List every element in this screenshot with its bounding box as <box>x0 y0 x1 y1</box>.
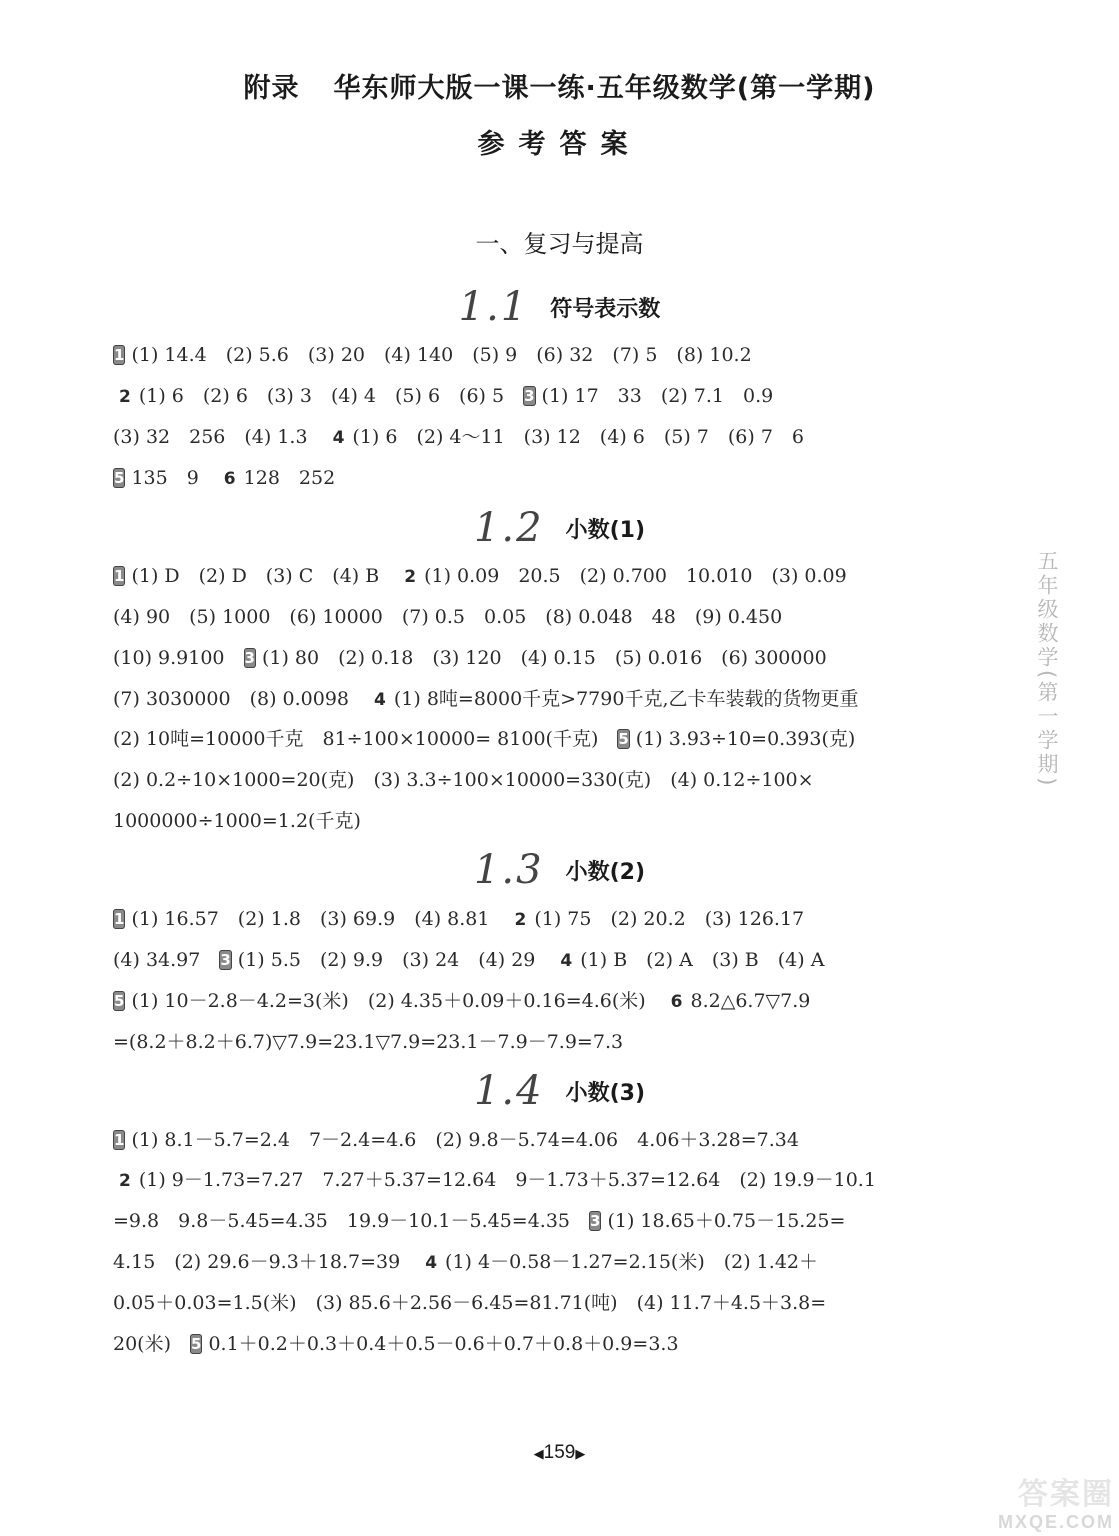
section-heading-1-4 <box>0 1068 1119 1114</box>
answer-line: 2 (1) 6 (2) 6 (3) 3 (4) 4 (5) 6 (6) 5 3 (1) 17 33 (2) 7.1 0.9 <box>119 385 774 407</box>
answer-line: 1 (1) 16.57 (2) 1.8 (3) 69.9 (4) 8.81 2 (1) 75 (2) 20.2 (3) 126.17 <box>114 908 805 930</box>
section-heading-1-2 <box>0 505 1119 551</box>
boxed-number-marker: 1 <box>114 910 125 928</box>
answer-line: 1 (1) 14.4 (2) 5.6 (3) 20 (4) 140 (5) 9 (6) 32 (7) 5 (8) 10.2 <box>114 344 752 366</box>
section-name: 符号表示数 <box>550 296 661 322</box>
section-name: 小数(3) <box>565 1080 646 1106</box>
boxed-number-marker: 3 <box>590 1212 601 1230</box>
sidebar-book-label: 五年级数学(第一学期) <box>1035 550 1059 789</box>
boxed-number-marker: 3 <box>244 649 255 667</box>
boxed-number-marker: 1 <box>114 567 125 585</box>
boxed-number-marker: 1 <box>114 1131 125 1149</box>
bold-number-marker: 6 <box>223 469 236 489</box>
appendix-label: 附录 <box>243 73 300 104</box>
boxed-number-marker: 5 <box>191 1335 202 1353</box>
answer-line: 5 (1) 10－2.8－4.2=3(米) (2) 4.35＋0.09＋0.16=4.6(米) 6 8.2△6.7▽7.9 <box>114 990 811 1012</box>
answer-line: 1 (1) D (2) D (3) C (4) B 2 (1) 0.09 20.5 (2) 0.700 10.010 (3) 0.09 <box>114 565 847 587</box>
boxed-number-marker: 5 <box>618 730 629 748</box>
boxed-number-marker: 1 <box>114 346 125 364</box>
right-arrow-icon: ▶ <box>575 1446 586 1461</box>
section-number: 1.2 <box>473 505 544 551</box>
answer-line: 4.15 (2) 29.6－9.3＋18.7=39 4 (1) 4－0.58－1.27=2.15(米) (2) 1.42＋ <box>113 1251 818 1273</box>
page-number <box>0 1442 1119 1464</box>
answer-line: 2 (1) 9－1.73=7.27 7.27＋5.37=12.64 9－1.73＋5.37=12.64 (2) 19.9－10.1 <box>119 1169 876 1191</box>
watermark-text: 答案圈 <box>1018 1477 1114 1512</box>
bold-number-marker: 4 <box>560 951 573 971</box>
answer-line: =(8.2＋8.2＋6.7)▽7.9=23.1▽7.9=23.1－7.9－7.9=7.3 <box>113 1031 624 1053</box>
page-title <box>0 66 1119 105</box>
bold-number-marker: 4 <box>374 690 386 710</box>
bold-number-marker: 4 <box>332 428 345 448</box>
watermark-url: MXQE.COM <box>997 1512 1114 1532</box>
bold-number-marker: 2 <box>119 387 131 407</box>
section-number: 1.3 <box>473 847 544 893</box>
section-heading-1-3 <box>0 847 1119 893</box>
bold-number-marker: 6 <box>670 992 683 1012</box>
bold-number-marker: 2 <box>404 567 417 587</box>
answer-key-heading: 参考答案 <box>477 129 642 160</box>
answer-line: 1000000÷1000=1.2(千克) <box>113 810 361 832</box>
answer-line: 5 135 9 6 128 252 <box>114 467 336 489</box>
book-title: 华东师大版一课一练·五年级数学(第一学期) <box>333 73 876 104</box>
section-number: 1.1 <box>458 284 529 330</box>
answer-line: (3) 32 256 (4) 1.3 4 (1) 6 (2) 4～11 (3) 12 (4) 6 (5) 7 (6) 7 6 <box>113 426 805 448</box>
boxed-number-marker: 5 <box>114 469 125 487</box>
section-name: 小数(1) <box>565 517 646 543</box>
watermark <box>944 1478 1114 1534</box>
answer-line: 0.05＋0.03=1.5(米) (3) 85.6＋2.56－6.45=81.71(吨) (4) 11.7＋4.5＋3.8= <box>113 1292 827 1314</box>
bold-number-marker: 4 <box>425 1253 438 1273</box>
answer-line: =9.8 9.8－5.45=4.35 19.9－10.1－5.45=4.35 3 (1) 18.65＋0.75－15.25= <box>113 1210 846 1232</box>
answer-line: 1 (1) 8.1－5.7=2.4 7－2.4=4.6 (2) 9.8－5.74=4.06 4.06＋3.28=7.34 <box>114 1129 799 1151</box>
answer-line: (2) 10吨=10000千克 81÷100×10000= 8100(千克) 5 (1) 3.93÷10=0.393(克) <box>113 728 856 750</box>
chapter-heading: 一、复习与提高 <box>475 230 644 258</box>
answer-line: (4) 90 (5) 1000 (6) 10000 (7) 0.5 0.05 (8) 0.048 48 (9) 0.450 <box>113 606 783 628</box>
boxed-number-marker: 3 <box>220 951 231 969</box>
answer-line: 20(米) 5 0.1＋0.2＋0.3＋0.4＋0.5－0.6＋0.7＋0.8＋0.9=3.3 <box>113 1333 679 1355</box>
answer-line: (4) 34.97 3 (1) 5.5 (2) 9.9 (3) 24 (4) 29 4 (1) B (2) A (3) B (4) A <box>113 949 825 971</box>
section-name: 小数(2) <box>565 859 646 885</box>
bold-number-marker: 2 <box>514 910 527 930</box>
answer-line: (7) 3030000 (8) 0.0098 4 (1) 8吨=8000千克>7790千克,乙卡车装载的货物更重 <box>113 688 859 710</box>
bold-number-marker: 2 <box>119 1171 131 1191</box>
answer-line: (2) 0.2÷10×1000=20(克) (3) 3.3÷100×10000=330(克) (4) 0.12÷100× <box>113 769 814 791</box>
section-number: 1.4 <box>473 1068 544 1114</box>
left-arrow-icon: ◀ <box>533 1446 544 1461</box>
section-heading-1-1 <box>0 284 1119 330</box>
boxed-number-marker: 5 <box>114 992 125 1010</box>
answer-line: (10) 9.9100 3 (1) 80 (2) 0.18 (3) 120 (4) 0.15 (5) 0.016 (6) 300000 <box>113 647 827 669</box>
boxed-number-marker: 3 <box>524 387 535 405</box>
page-number-value: 159 <box>543 1442 576 1463</box>
